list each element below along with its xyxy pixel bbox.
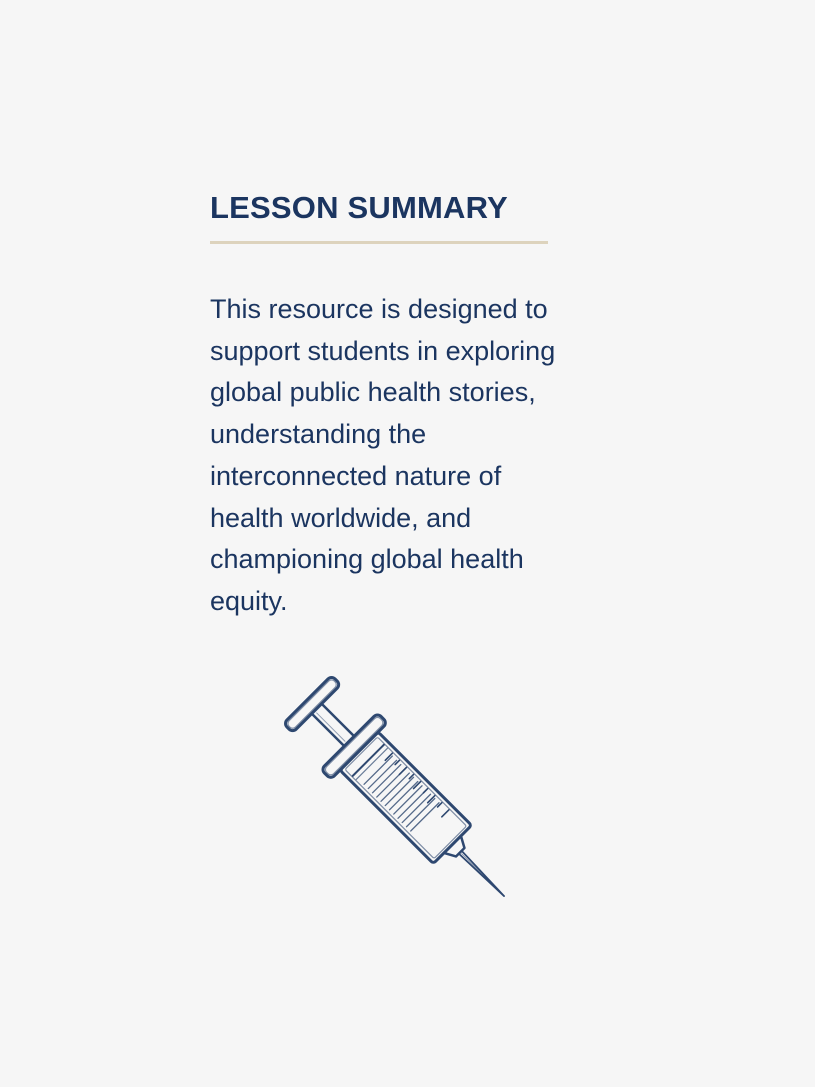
summary-line: This resource is designed to [210,294,548,324]
summary-line: support students in exploring [210,335,556,366]
summary-line: interconnected nature of [210,460,502,491]
lesson-summary-text [210,289,610,623]
summary-line: equity. [210,585,288,616]
heading-divider [210,241,548,244]
summary-line: global public health stories, [210,377,536,408]
summary-line: health worldwide, and [210,502,472,533]
lesson-summary-heading: LESSON SUMMARY [210,190,508,225]
summary-line: championing global health [210,544,524,575]
syringe-icon [280,650,540,940]
summary-line: understanding the [210,419,427,450]
